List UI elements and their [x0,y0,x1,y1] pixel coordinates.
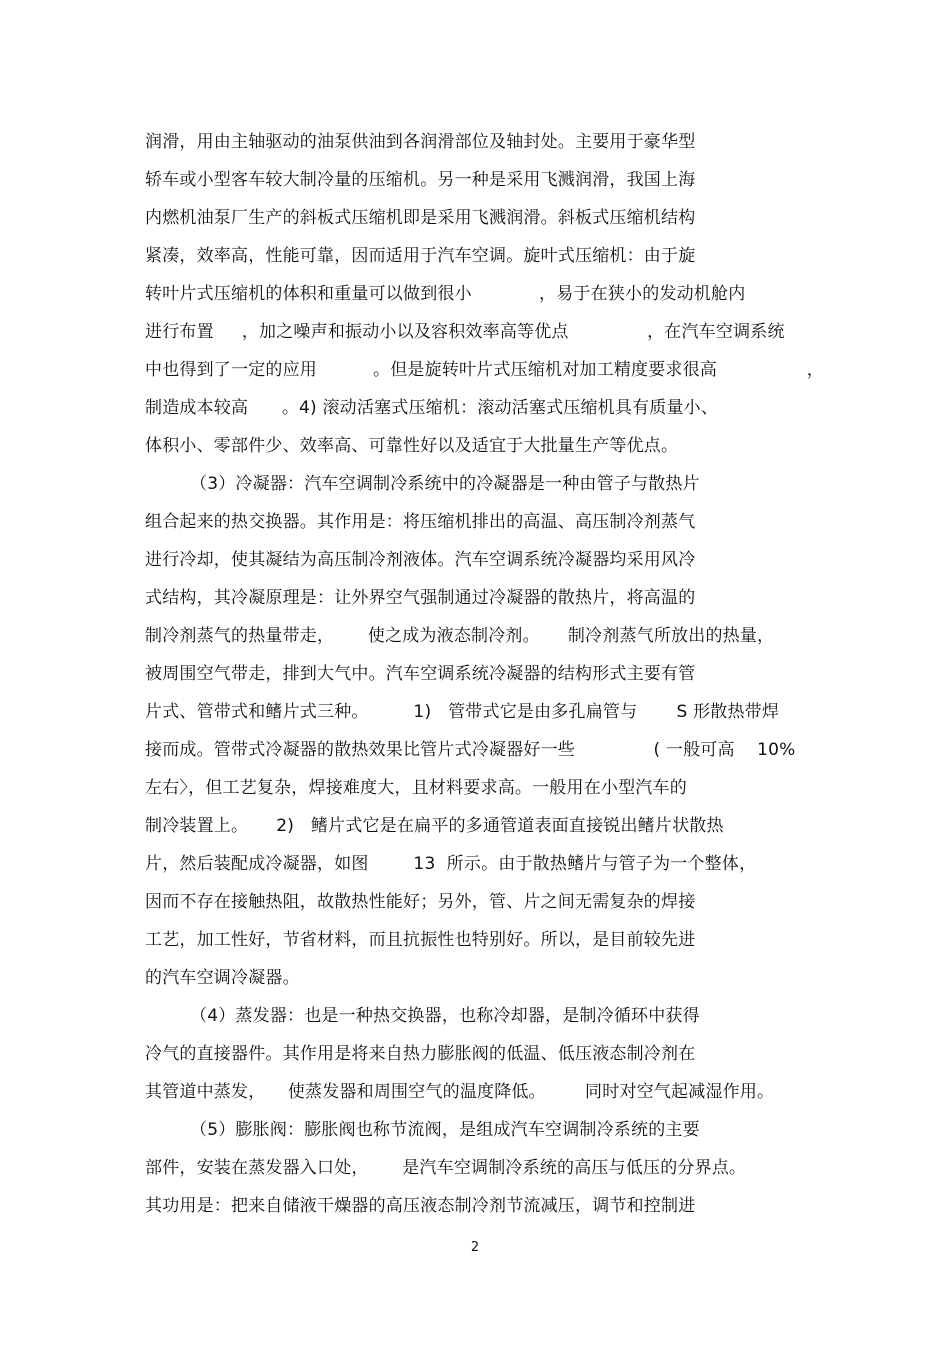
text-line: 工艺，加工性好，节省材料，而且抗振性也特别好。所以，是目前较先进 [145,930,696,950]
text-line: 组合起来的热交换器。其作用是：将压缩机排出的高温、高压制冷剂蒸气 [145,512,696,532]
text-line: 冷气的直接器件。其作用是将来自热力膨胀阀的低温、低压液态制冷剂在 [145,1044,696,1064]
text-line: 式结构，其冷凝原理是：让外界空气强制通过冷凝器的散热片，将高温的 [145,588,696,608]
text-line: 的汽车空调冷凝器。 [145,968,300,988]
text-line: 转叶片式压缩机的体积和重量可以做到很小 ，易于在狭小的发动机舱内 [145,284,746,304]
page-number: 2 [470,1240,480,1255]
text-line: 接而成。管带式冷凝器的散热效果比管片式冷凝器好一些 ( 一般可高 10% [145,740,796,760]
paragraph-start-line: （3）冷凝器：汽车空调制冷系统中的冷凝器是一种由管子与散热片 [190,474,700,494]
text-line: 体积小、零部件少、效率高、可靠性好以及适宜于大批量生产等优点。 [145,436,679,456]
text-line: 因而不存在接触热阻，故散热性能好；另外，管、片之间无需复杂的焊接 [145,892,696,912]
text-line: 其功用是：把来自储液干燥器的高压液态制冷剂节流减压，调节和控制进 [145,1196,696,1216]
text-line: 进行冷却，使其凝结为高压制冷剂液体。汽车空调系统冷凝器均采用风冷 [145,550,696,570]
text-line: 内燃机油泵厂生产的斜板式压缩机即是采用飞溅润滑。斜板式压缩机结构 [145,208,696,228]
paragraph-start-line: （4）蒸发器：也是一种热交换器，也称冷却器，是制冷循环中获得 [190,1006,700,1026]
text-line: 左右〉，但工艺复杂，焊接难度大，且材料要求高。一般用在小型汽车的 [145,778,687,798]
text-line: 片式、管带式和鳍片式三种。 1) 管带式它是由多孔扁管与 S 形散热带焊 [145,702,780,722]
text-line: 制冷剂蒸气的热量带走， 使之成为液态制冷剂。 制冷剂蒸气所放出的热量， [145,626,775,646]
text-line: 其管道中蒸发， 使蒸发器和周围空气的温度降低。 同时对空气起减湿作用。 [145,1082,775,1102]
text-line: 紧凑，效率高，性能可靠，因而适用于汽车空调。旋叶式压缩机：由于旋 [145,246,696,266]
text-line: 进行布置 ，加之噪声和振动小以及容积效率高等优点 ，在汽车空调系统 [145,322,785,342]
text-line: 中也得到了一定的应用 。但是旋转叶片式压缩机对加工精度要求很高 ， [145,360,824,380]
text-line: 润滑，用由主轴驱动的油泵供油到各润滑部位及轴封处。主要用于豪华型 [145,132,696,152]
paragraph-start-line: （5）膨胀阀：膨胀阀也称节流阀，是组成汽车空调制冷系统的主要 [190,1120,700,1140]
text-line: 制造成本较高 。4) 滚动活塞式压缩机：滚动活塞式压缩机具有质量小、 [145,398,719,418]
text-line: 制冷装置上。 2) 鳍片式它是在扁平的多通管道表面直接锐出鳍片状散热 [145,816,724,836]
text-line: 轿车或小型客车较大制冷量的压缩机。另一种是采用飞溅润滑，我国上海 [145,170,696,190]
text-line: 片，然后装配成冷凝器，如图 13 所示。由于散热鳍片与管子为一个整体， [145,854,757,874]
text-line: 被周围空气带走，排到大气中。汽车空调系统冷凝器的结构形式主要有管 [145,664,696,684]
text-line: 部件，安装在蒸发器入口处， 是汽车空调制冷系统的高压与低压的分界点。 [145,1158,747,1178]
